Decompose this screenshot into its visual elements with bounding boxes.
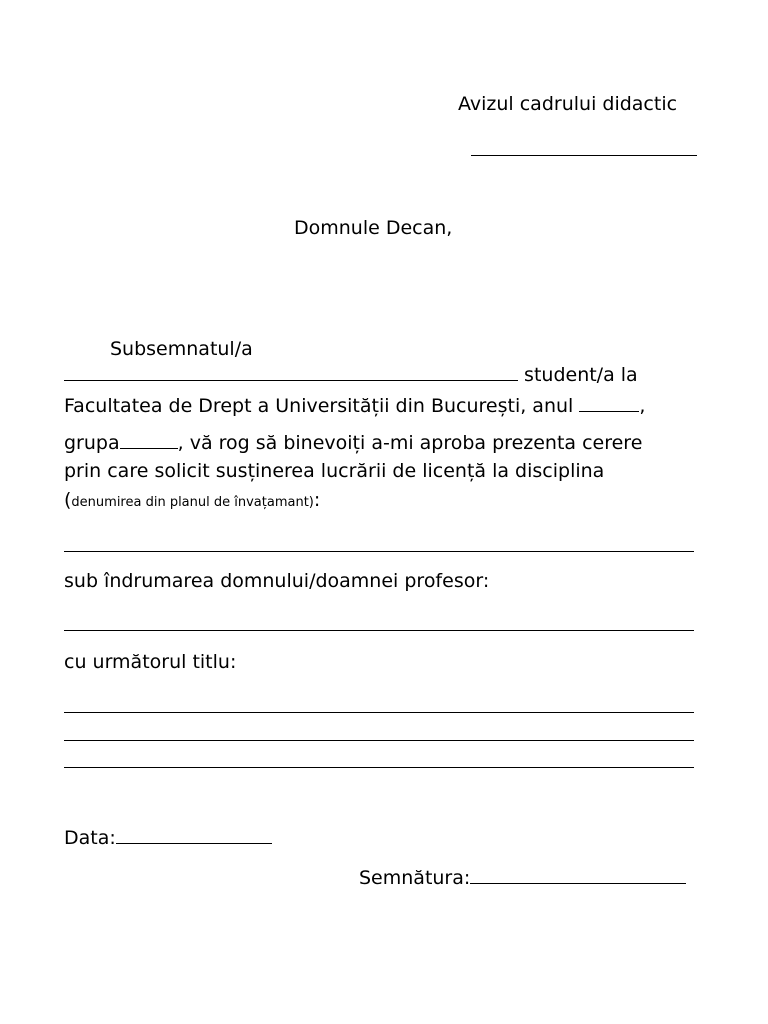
- group-line: [64, 431, 642, 455]
- title-blank-3[interactable]: [64, 767, 694, 768]
- discipline-blank[interactable]: [64, 551, 694, 552]
- teacher-approval-blank[interactable]: [471, 155, 697, 156]
- subsemnatul-label: Subsemnatul/a: [110, 338, 253, 360]
- paren-open: (: [64, 489, 72, 511]
- faculty-line: [64, 394, 645, 418]
- supervisor-colon: :: [482, 570, 490, 592]
- salutation: Domnule Decan,: [294, 217, 453, 239]
- signature-label: Semnătura:: [359, 867, 471, 889]
- date-line: [64, 826, 272, 850]
- date-blank[interactable]: [116, 842, 272, 844]
- student-name-line: [64, 363, 638, 387]
- title-label: cu următorul titlu: [64, 651, 230, 673]
- date-label: Data:: [64, 827, 116, 849]
- signature-line: [359, 866, 686, 890]
- title-line: [64, 650, 236, 674]
- discipline-hint-line: [64, 488, 320, 515]
- year-suffix: ,: [639, 395, 646, 417]
- discipline-hint: denumirea din planul de învațamant): [71, 495, 314, 510]
- student-name-blank[interactable]: [64, 379, 518, 381]
- title-blank-2[interactable]: [64, 740, 694, 741]
- signature-blank[interactable]: [470, 882, 686, 884]
- student-label: student/a la: [524, 364, 638, 386]
- supervisor-blank[interactable]: [64, 630, 694, 631]
- title-blank-1[interactable]: [64, 712, 694, 713]
- supervisor-label: sub îndrumarea domnului/doamnei profesor: [64, 570, 483, 592]
- year-blank[interactable]: [579, 410, 639, 412]
- request-text: , vă rog să binevoiți a-mi aproba prezenta cerere: [177, 432, 643, 454]
- title-colon: :: [229, 651, 237, 673]
- supervisor-line: [64, 569, 489, 593]
- group-blank[interactable]: [120, 447, 178, 449]
- faculty-text: Facultatea de Drept a Universității din București, anul: [64, 395, 574, 417]
- request-text-2: prin care solicit susținerea lucrării de licență la disciplina: [64, 460, 605, 482]
- group-label: grupa: [64, 432, 120, 454]
- hint-colon: :: [313, 489, 321, 511]
- teacher-approval-label: Avizul cadrului didactic: [458, 93, 678, 115]
